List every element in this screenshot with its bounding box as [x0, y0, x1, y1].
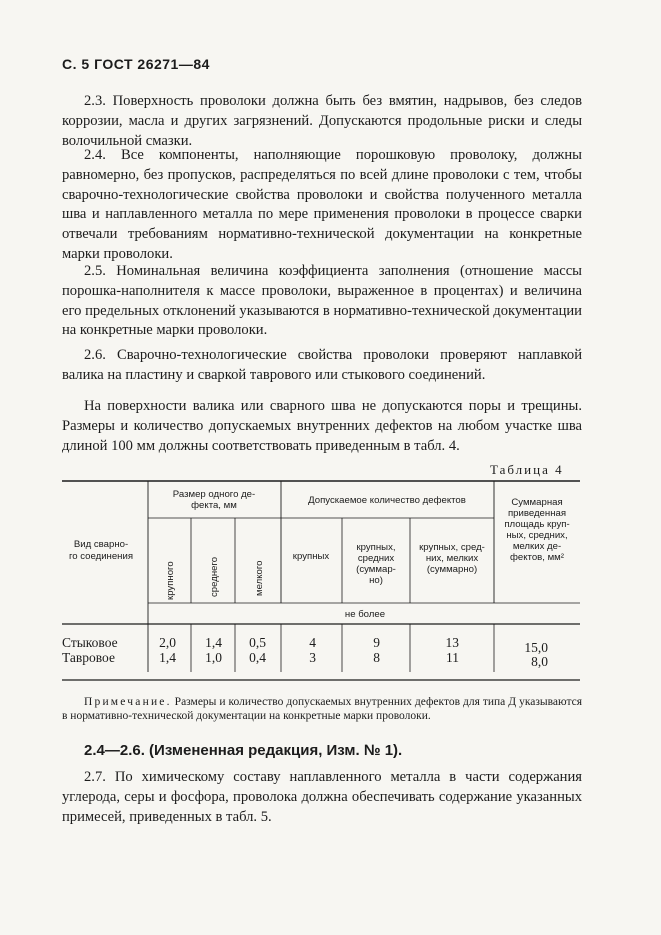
- row-header-not-more: не более: [344, 609, 386, 620]
- col-header-count-all-3: (суммарно): [426, 564, 478, 575]
- table-grid: [62, 481, 580, 680]
- cell-count-all: 11: [446, 650, 459, 665]
- cell-total-area: 8,0: [531, 654, 548, 669]
- cell-small: 0,4: [249, 650, 266, 665]
- col-header-count-lm-3: (суммар-: [356, 564, 396, 575]
- table-note: [62, 695, 582, 723]
- cell-medium: 1,0: [205, 650, 222, 665]
- cell-weld-type: Стыковое: [62, 635, 118, 650]
- cell-total-area: 15,0: [524, 640, 548, 655]
- amendment-line: 2.4—2.6. (Измененная редакция, Изм. № 1).: [84, 742, 403, 759]
- col-header-allowed-count: Допускаемое количество дефектов: [308, 495, 466, 506]
- col-header-weld-type-line-1: Вид сварно-: [73, 539, 129, 550]
- note-label: Примечание.: [84, 696, 172, 708]
- paragraph-2-6: 2.6. Сварочно-технологические свойства проволоки проверяют наплавкой валика на пластину и сваркой таврового или стыкового соединений.: [62, 347, 582, 383]
- col-header-large: крупного: [165, 561, 176, 600]
- col-header-small: мелкого: [254, 560, 265, 596]
- col-header-count-large: крупных: [292, 551, 330, 562]
- col-header-count-lm-1: крупных,: [356, 542, 396, 553]
- cell-count-large-medium: 9: [373, 635, 380, 650]
- cell-weld-type: Тавровое: [62, 650, 115, 665]
- col-header-total-line-2: приведенная: [507, 508, 567, 519]
- col-header-size-line-2: фекта, мм: [191, 500, 237, 511]
- paragraph-defects: На поверхности валика или сварного шва не допускаются поры и трещины. Размеры и количество допускаемых внутренних дефектов на любом участке шва длиной 100 мм должны соответствовать приведенным в табл. 4.: [62, 398, 582, 454]
- paragraph-2-3: 2.3. Поверхность проволоки должна быть без вмятин, надрывов, без следов коррозии, масла и других загрязнений. Допускаются продольные риски и следы волочильной смазки.: [62, 93, 582, 149]
- col-header-total-line-1: Суммарная: [511, 497, 563, 508]
- cell-large: 1,4: [159, 650, 176, 665]
- col-header-count-all-2: них, мелких: [425, 553, 479, 564]
- cell-small: 0,5: [249, 635, 266, 650]
- col-header-count-lm-2: средних: [357, 553, 395, 564]
- cell-count-all: 13: [445, 635, 459, 650]
- page-header: С. 5 ГОСТ 26271—84: [62, 56, 210, 72]
- table-row: [62, 635, 548, 655]
- col-header-weld-type-line-2: го соединения: [68, 551, 134, 562]
- table-caption: Таблица 4: [490, 462, 564, 477]
- col-header-total-line-5: мелких де-: [512, 541, 562, 552]
- paragraph-2-5: 2.5. Номинальная величина коэффициента заполнения (отношение массы порошка-наполнителя к массе проволоки, выраженное в процентах) и величина его предельных отклонений указываются в нормативно-технической документации на конкретные марки проволоки.: [62, 263, 582, 339]
- col-header-count-lm-4: но): [369, 575, 383, 586]
- cell-large: 2,0: [159, 635, 176, 650]
- table-row: [62, 650, 548, 669]
- col-header-total-line-6: фектов, мм²: [510, 552, 564, 563]
- col-header-count-all-1: крупных, сред-: [419, 542, 485, 553]
- col-header-total-line-3: площадь круп-: [504, 519, 570, 530]
- cell-count-large: 3: [309, 650, 316, 665]
- cell-medium: 1,4: [205, 635, 222, 650]
- note-text: Размеры и количество допускаемых внутренних дефектов для типа Д указываются в нормативно-технической документации на конкретные марки проволоки.: [62, 696, 582, 722]
- col-header-medium: среднего: [209, 556, 220, 597]
- col-header-size-line-1: Размер одного де-: [172, 489, 256, 500]
- col-header-total-line-4: ных, средних,: [506, 530, 568, 541]
- cell-count-large-medium: 8: [373, 650, 380, 665]
- paragraph-2-4: 2.4. Все компоненты, наполняющие порошковую проволоку, должны равномерно, без пропусков, распределяться по всей длине проволоки с тем, чтобы сварочно-технологические свойства проволоки и свойства полученного металла шва и наплавленного металла по мере применения проволоки в процессе сварки отвечали требованиям нормативно-технической документации на конкретные марки проволоки.: [62, 147, 582, 262]
- cell-count-large: 4: [309, 635, 316, 650]
- paragraph-2-7: 2.7. По химическому составу наплавленного металла в части содержания углерода, серы и фосфора, проволока должна обеспечивать содержание указанных примесей, приведенных в табл. 5.: [62, 769, 582, 825]
